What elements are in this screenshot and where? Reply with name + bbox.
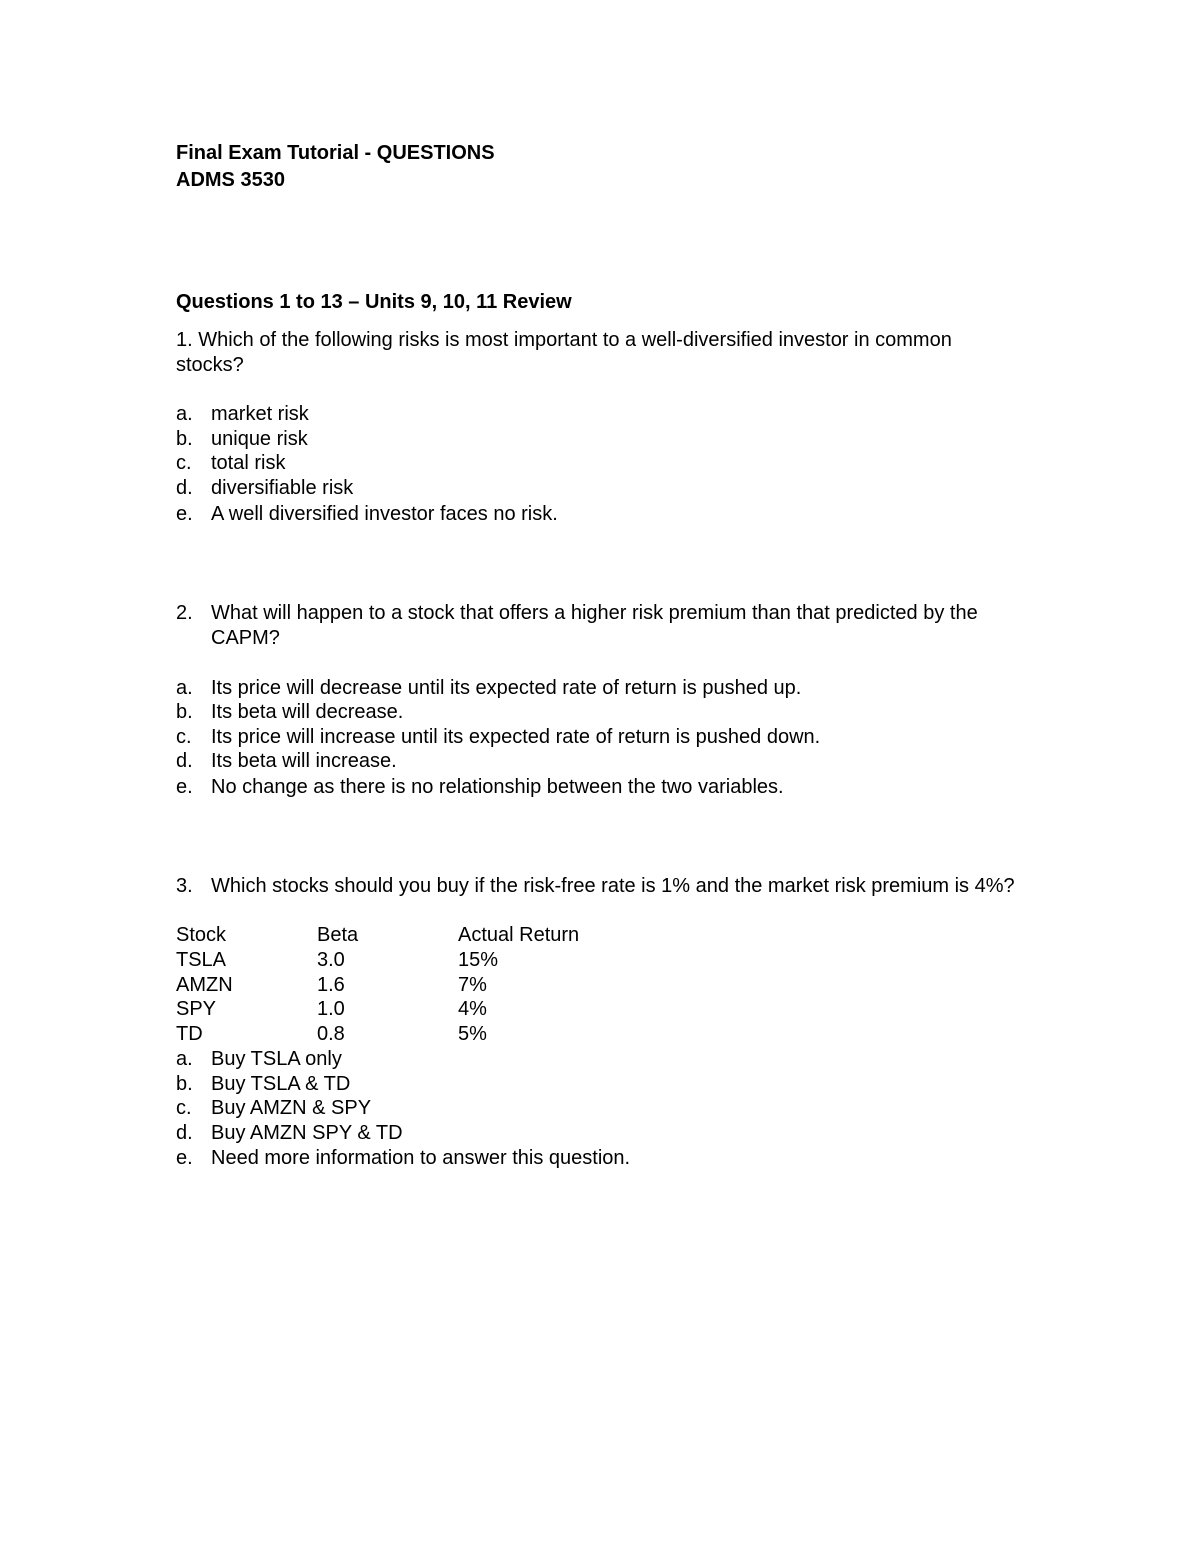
q1-option-d-text: diversifiable risk — [211, 477, 354, 499]
table-header-beta: Beta — [317, 924, 359, 946]
table-cell: 15% — [458, 949, 499, 971]
q3-option-b-letter: b. — [176, 1073, 193, 1095]
q3-option-e-letter: e. — [176, 1147, 193, 1169]
question-3-number: 3. — [176, 875, 193, 897]
q1-option-a-text: market risk — [211, 403, 309, 425]
q1-option-a-letter: a. — [176, 403, 193, 425]
q3-option-c-text: Buy AMZN & SPY — [211, 1097, 372, 1119]
document-title: Final Exam Tutorial - QUESTIONS — [176, 142, 495, 164]
table-cell: 7% — [458, 974, 487, 996]
table-cell: SPY — [176, 998, 217, 1020]
question-3-text: Which stocks should you buy if the risk-free rate is 1% and the market risk premium is 4%? — [211, 875, 1015, 897]
section-heading: Questions 1 to 13 – Units 9, 10, 11 Review — [176, 291, 572, 313]
table-cell: 5% — [458, 1023, 487, 1045]
q3-option-c-letter: c. — [176, 1097, 192, 1119]
q2-option-d-text: Its beta will increase. — [211, 750, 397, 772]
q2-option-a-letter: a. — [176, 677, 193, 699]
table-cell: AMZN — [176, 974, 233, 996]
q2-option-c-text: Its price will increase until its expected rate of return is pushed down. — [211, 726, 821, 748]
q2-option-c-letter: c. — [176, 726, 192, 748]
q1-option-b-text: unique risk — [211, 428, 308, 450]
question-1-text: 1. Which of the following risks is most important to a well-diversified investor in common stocks? — [176, 329, 952, 376]
q2-option-e-text: No change as there is no relationship between the two variables. — [211, 776, 784, 798]
course-code: ADMS 3530 — [176, 169, 285, 191]
q2-option-a-text: Its price will decrease until its expected rate of return is pushed up. — [211, 677, 802, 699]
table-cell: 3.0 — [317, 949, 345, 971]
q2-option-e-letter: e. — [176, 776, 193, 798]
q1-option-c-text: total risk — [211, 452, 286, 474]
table-cell: TSLA — [176, 949, 227, 971]
q1-option-e-text: A well diversified investor faces no risk. — [211, 503, 558, 525]
q3-option-d-letter: d. — [176, 1122, 193, 1144]
q3-option-a-letter: a. — [176, 1048, 193, 1070]
q3-option-b-text: Buy TSLA & TD — [211, 1073, 351, 1095]
table-cell: TD — [176, 1023, 203, 1045]
table-cell: 1.6 — [317, 974, 345, 996]
q2-option-d-letter: d. — [176, 750, 193, 772]
question-2-number: 2. — [176, 602, 193, 624]
q2-option-b-text: Its beta will decrease. — [211, 701, 404, 723]
table-cell: 1.0 — [317, 998, 345, 1020]
q3-option-a-text: Buy TSLA only — [211, 1048, 342, 1070]
question-2-text: What will happen to a stock that offers a higher risk premium than that predicted by the CAPM? — [211, 602, 978, 649]
q2-option-b-letter: b. — [176, 701, 193, 723]
q1-option-d-letter: d. — [176, 477, 193, 499]
table-cell: 0.8 — [317, 1023, 345, 1045]
table-cell: 4% — [458, 998, 487, 1020]
q1-option-c-letter: c. — [176, 452, 192, 474]
q3-option-d-text: Buy AMZN SPY & TD — [211, 1122, 403, 1144]
q3-option-e-text: Need more information to answer this question. — [211, 1147, 631, 1169]
table-header-stock: Stock — [176, 924, 227, 946]
table-header-actual-return: Actual Return — [458, 924, 580, 946]
q1-option-b-letter: b. — [176, 428, 193, 450]
q1-option-e-letter: e. — [176, 503, 193, 525]
